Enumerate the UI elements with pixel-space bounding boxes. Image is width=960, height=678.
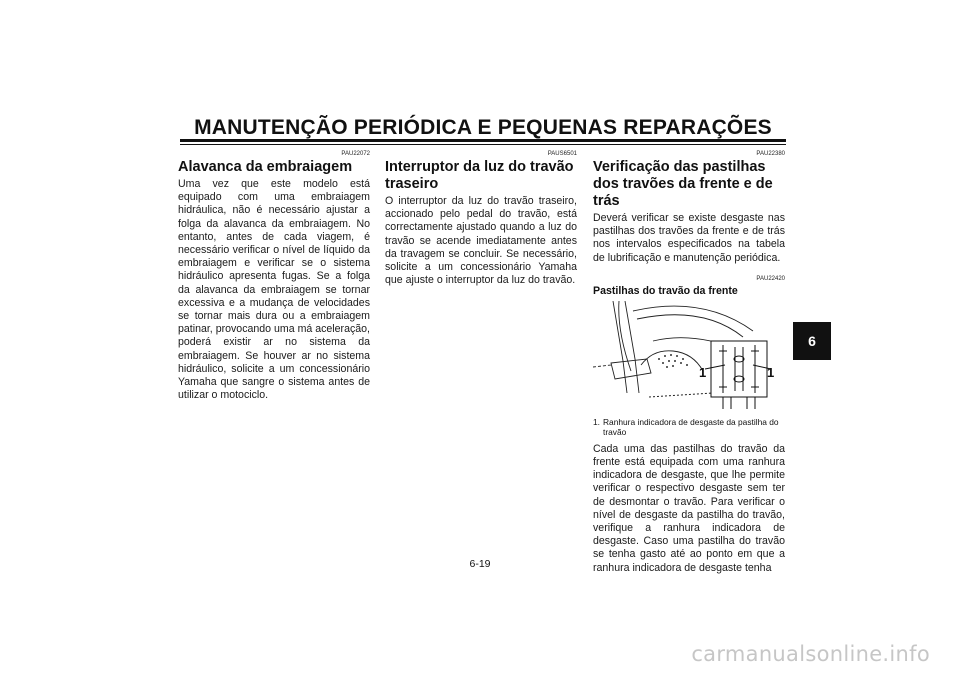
caption-text: Ranhura indicadora de desgaste da pastilha do travão: [603, 416, 779, 437]
brake-pad-illustration: [593, 301, 783, 413]
header-rule-thin: [180, 144, 786, 145]
section-body: O interruptor da luz do travão traseiro, accionado pelo pedal do travão, está correctamente ajustado quando a luz do travão se acende imediatamente antes da travagem se concluir. Se necessário, solicite a um concessionário Yamaha que ajuste o interruptor da luz do travão.: [385, 195, 577, 287]
section-body-continued: Cada uma das pastilhas do travão da frente está equipada com uma ranhura indicadora de desgaste, que lhe permite verificar o respectivo desgaste sem ter de desmontar o travão. Para verificar o nível de desgaste da pastilha do travão, verifique a ranhura indicadora de desgaste. Caso uma pastilha do travão se tenha gasto até ao ponto em que a ranhura indicadora de desgaste tenha: [593, 442, 785, 574]
section-body: Uma vez que este modelo está equipado com uma embraiagem hidráulica, não é necessário ajustar a folga da alavanca da embraiagem. No entanto, antes de cada viagem, é necessário verificar o nível de líquido da embraiagem e verificar se o sistema hidráulico apresenta fugas. Se a folga da alavanca da embraiagem se tornar excessiva e a mudança de velocidades se tornar mais dura ou a embraiagem patinar, provocando uma má aceleração, poderá existir ar no sistema da embraiagem. Se houver ar no sistema hidráulico, solicite a um concessionário Yamaha que sangre o sistema antes de utilizar o motociclo.: [178, 178, 370, 402]
subsection-heading: Pastilhas do travão da frente: [593, 284, 738, 297]
header-rule: [180, 139, 786, 142]
section-body: Deverá verificar se existe desgaste nas pastilhas dos travões da frente e de trás nos intervalos especificados na tabela de lubrificação e manutenção periódica.: [593, 212, 785, 264]
chapter-tab: 6: [793, 322, 831, 360]
column-clutch-lever: [178, 150, 370, 402]
subsection-code: PAU22420: [756, 275, 785, 282]
callout-label: 1: [699, 364, 707, 380]
section-heading: Alavanca da embraiagem: [178, 159, 353, 175]
callout-label: 1: [767, 364, 775, 380]
page-title: MANUTENÇÃO PERIÓDICA E PEQUENAS REPARAÇÕES: [194, 116, 772, 139]
watermark: carmanualsonline.info: [691, 642, 930, 666]
column-brake-pads: [593, 150, 785, 575]
column-rear-brake-switch: [385, 150, 577, 287]
caption-number: 1.: [593, 416, 600, 427]
section-heading: Verificação das pastilhas dos travões da frente e de trás: [593, 159, 773, 209]
page-number: 6-19: [469, 558, 491, 570]
section-code: PAUS6501: [547, 151, 577, 157]
figure-caption: [593, 417, 785, 437]
section-code: PAU22072: [341, 151, 370, 157]
section-code: PAU22380: [756, 151, 785, 157]
section-heading: Interruptor da luz do travão traseiro: [385, 159, 574, 192]
